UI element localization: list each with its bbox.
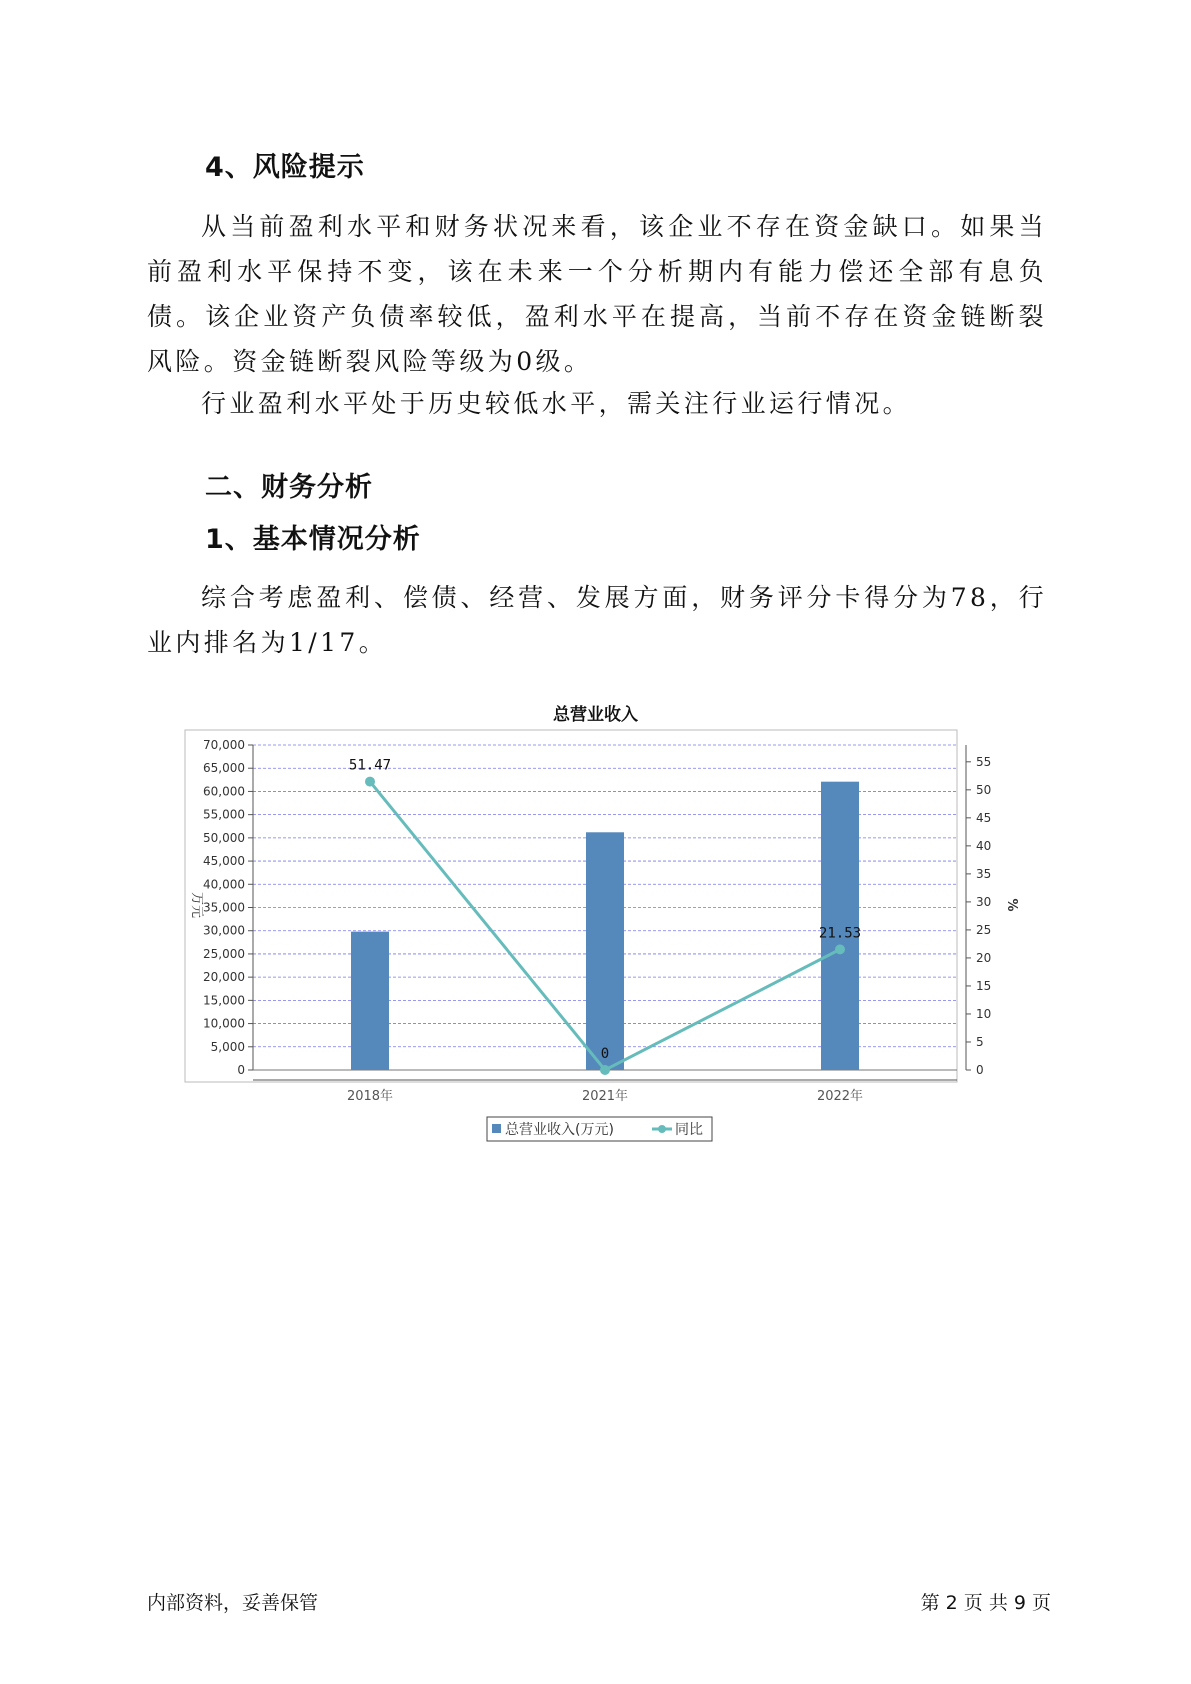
heading-finance: 二、财务分析 [205, 472, 373, 503]
y2-tick-label: 55 [976, 754, 992, 769]
y-tick-label: 70,000 [203, 738, 245, 752]
x-tick-label: 2021年 [581, 1089, 629, 1104]
y-tick-label: 65,000 [203, 761, 245, 776]
bar-revenue-0 [351, 932, 389, 1070]
y-tick-label: 25,000 [203, 946, 245, 961]
data-label-yoy: 51.47 [348, 757, 392, 774]
paragraph-industry: 行业盈利水平处于历史较低水平，需关注行业运行情况。 [201, 389, 912, 418]
x-tick-label: 2018年 [346, 1089, 394, 1104]
y2-tick-label: 20 [976, 950, 992, 965]
bar-revenue-1 [586, 832, 624, 1070]
y-tick-label: 55,000 [203, 807, 245, 822]
y2-tick-label: 30 [976, 894, 992, 909]
data-label-yoy: 0 [600, 1046, 610, 1062]
y-axis-title: 万元 [189, 891, 204, 919]
y-tick-label: 45,000 [203, 854, 245, 869]
data-label-yoy: 21.53 [818, 925, 862, 942]
y2-tick-label: 0 [976, 1063, 984, 1077]
legend-marker-yoy [658, 1125, 666, 1133]
y2-tick-label: 35 [976, 866, 992, 881]
y-tick-label: 40,000 [203, 877, 245, 892]
footer-left: 内部资料，妥善保管 [147, 1592, 319, 1614]
y2-tick-label: 25 [976, 922, 992, 937]
chart-title: 总营业收入 [553, 705, 638, 725]
y-tick-label: 30,000 [203, 923, 245, 938]
legend-label-yoy: 同比 [675, 1122, 703, 1138]
y2-axis-title: % [1004, 898, 1019, 912]
heading-risk: 4、风险提示 [205, 152, 365, 183]
paragraph-risk: 从当前盈利水平和财务状况来看，该企业不存在资金缺口。如果当前盈利水平保持不变，该在未来一个分析期内有能力偿还全部有息负债。该企业资产负债率较低，盈利水平在提高，当前不存在资金链断裂风险。资金链断裂风险等级为0级。 [147, 212, 1047, 376]
x-tick-label: 2022年 [816, 1089, 864, 1104]
y2-tick-label: 40 [976, 838, 992, 853]
heading-basic: 1、基本情况分析 [205, 524, 421, 555]
paragraph-score: 综合考虑盈利、偿债、经营、发展方面，财务评分卡得分为78，行业内排名为1/17。 [147, 583, 1047, 657]
y-tick-label: 20,000 [203, 970, 245, 985]
y2-tick-label: 10 [976, 1006, 992, 1021]
y2-tick-label: 50 [976, 782, 992, 797]
y-tick-label: 35,000 [203, 900, 245, 915]
footer-page-number: 第 2 页 共 9 页 [920, 1592, 1051, 1614]
y-tick-label: 60,000 [203, 784, 245, 799]
point-yoy-1 [600, 1065, 610, 1075]
y-tick-label: 10,000 [203, 1016, 245, 1031]
point-yoy-2 [835, 944, 845, 954]
y2-tick-label: 45 [976, 810, 992, 825]
y2-tick-label: 5 [976, 1034, 984, 1049]
legend-swatch-revenue [492, 1124, 501, 1133]
point-yoy-0 [365, 777, 375, 787]
y2-tick-label: 15 [976, 978, 992, 993]
y-tick-label: 50,000 [203, 830, 245, 845]
y-tick-label: 0 [237, 1063, 245, 1077]
legend-label-revenue: 总营业收入(万元) [505, 1122, 614, 1138]
y-tick-label: 15,000 [203, 993, 245, 1008]
y-tick-label: 5,000 [210, 1039, 245, 1054]
